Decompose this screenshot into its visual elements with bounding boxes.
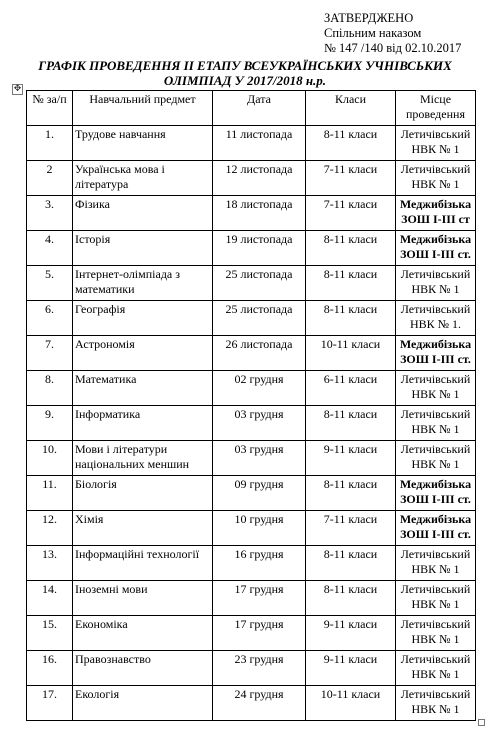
row-classes: 8-11 класи: [306, 406, 396, 441]
row-number: 9.: [27, 406, 73, 441]
row-number: 3.: [27, 196, 73, 231]
row-number: 12.: [27, 511, 73, 546]
row-classes: 7-11 класи: [306, 511, 396, 546]
table-row: [27, 266, 476, 301]
row-place: Летичівський НВК № 1: [396, 371, 476, 406]
row-subject: Правознавство: [73, 651, 213, 686]
row-classes: 8-11 класи: [306, 126, 396, 161]
row-place: Меджибізька ЗОШ І-ІІІ ст.: [396, 336, 476, 371]
row-number: 2: [27, 161, 73, 196]
row-subject: Мови і літератури національних меншин: [73, 441, 213, 476]
row-place: Меджибізька ЗОШ І-ІІІ ст.: [396, 476, 476, 511]
row-place: Летичівський НВК № 1: [396, 161, 476, 196]
row-date: 16 грудня: [213, 546, 306, 581]
row-number: 11.: [27, 476, 73, 511]
row-subject: Українська мова і література: [73, 161, 213, 196]
header-subject: Навчальний предмет: [73, 91, 213, 126]
row-place: Летичівський НВК № 1: [396, 126, 476, 161]
row-classes: 8-11 класи: [306, 476, 396, 511]
row-subject: Фізика: [73, 196, 213, 231]
table-row: [27, 126, 476, 161]
row-date: 17 грудня: [213, 616, 306, 651]
row-place: Летичівський НВК № 1: [396, 651, 476, 686]
row-number: 14.: [27, 581, 73, 616]
table-resize-handle[interactable]: [478, 719, 485, 726]
header-date: Дата: [213, 91, 306, 126]
row-number: 7.: [27, 336, 73, 371]
row-date: 03 грудня: [213, 441, 306, 476]
row-place: Меджибізька ЗОШ І-ІІІ ст.: [396, 231, 476, 266]
table-move-handle-icon[interactable]: ✥: [13, 84, 22, 94]
row-number: 8.: [27, 371, 73, 406]
row-classes: 9-11 класи: [306, 651, 396, 686]
row-classes: 7-11 класи: [306, 196, 396, 231]
table-row: [27, 231, 476, 266]
row-date: 26 листопада: [213, 336, 306, 371]
row-classes: 7-11 класи: [306, 161, 396, 196]
row-place: Летичівський НВК № 1: [396, 616, 476, 651]
row-place: Летичівський НВК № 1: [396, 546, 476, 581]
header-classes: Класи: [306, 91, 396, 126]
table-row: [27, 616, 476, 651]
row-subject: Економіка: [73, 616, 213, 651]
row-classes: 8-11 класи: [306, 581, 396, 616]
row-subject: Математика: [73, 371, 213, 406]
table-row: [27, 196, 476, 231]
row-date: 23 грудня: [213, 651, 306, 686]
row-date: 17 грудня: [213, 581, 306, 616]
row-date: 19 листопада: [213, 231, 306, 266]
row-place: Летичівський НВК № 1: [396, 406, 476, 441]
table-row: [27, 441, 476, 476]
row-classes: 8-11 класи: [306, 266, 396, 301]
row-number: 10.: [27, 441, 73, 476]
schedule-table: [26, 90, 476, 721]
row-classes: 10-11 класи: [306, 686, 396, 721]
row-subject: Інформатика: [73, 406, 213, 441]
row-date: 25 листопада: [213, 301, 306, 336]
row-date: 25 листопада: [213, 266, 306, 301]
row-number: 16.: [27, 651, 73, 686]
approval-title: ЗАТВЕРДЖЕНО: [324, 11, 414, 25]
row-subject: Інформаційні технології: [73, 546, 213, 581]
row-classes: 10-11 класи: [306, 336, 396, 371]
row-place: Летичівський НВК № 1: [396, 441, 476, 476]
table-row: [27, 371, 476, 406]
row-classes: 9-11 класи: [306, 616, 396, 651]
row-date: 12 листопада: [213, 161, 306, 196]
table-row: [27, 301, 476, 336]
title-line-2: ОЛІМПІАД У 2017/2018 н.р.: [163, 73, 327, 88]
row-subject: Інтернет-олімпіада з математики: [73, 266, 213, 301]
table-row: [27, 546, 476, 581]
row-subject: Астрономія: [73, 336, 213, 371]
row-number: 13.: [27, 546, 73, 581]
row-number: 1.: [27, 126, 73, 161]
row-number: 4.: [27, 231, 73, 266]
row-date: 11 листопада: [213, 126, 306, 161]
row-subject: Історія: [73, 231, 213, 266]
row-subject: Біологія: [73, 476, 213, 511]
table-row: [27, 476, 476, 511]
row-classes: 8-11 класи: [306, 231, 396, 266]
row-classes: 8-11 класи: [306, 301, 396, 336]
row-date: 02 грудня: [213, 371, 306, 406]
row-date: 10 грудня: [213, 511, 306, 546]
row-number: 6.: [27, 301, 73, 336]
approval-order-number: № 147 /140 від 02.10.2017: [324, 41, 462, 55]
row-date: 18 листопада: [213, 196, 306, 231]
row-number: 5.: [27, 266, 73, 301]
row-date: 09 грудня: [213, 476, 306, 511]
table-row: [27, 161, 476, 196]
table-row: [27, 336, 476, 371]
row-subject: Екологія: [73, 686, 213, 721]
row-subject: Географія: [73, 301, 213, 336]
row-place: Летичівський НВК № 1: [396, 686, 476, 721]
row-subject: Хімія: [73, 511, 213, 546]
document-title: [30, 58, 460, 88]
header-place: Місце проведення: [396, 91, 476, 126]
row-place: Летичівський НВК № 1: [396, 581, 476, 616]
row-date: 03 грудня: [213, 406, 306, 441]
title-line-1: ГРАФІК ПРОВЕДЕННЯ ІІ ЕТАПУ ВСЕУКРАЇНСЬКИХ УЧНІВСЬКИХ: [38, 58, 452, 73]
table-row: [27, 686, 476, 721]
row-number: 15.: [27, 616, 73, 651]
approval-stamp: [324, 11, 461, 56]
row-place: Меджибізька ЗОШ І-ІІІ ст: [396, 196, 476, 231]
table-row: [27, 511, 476, 546]
table-row: [27, 581, 476, 616]
row-place: Летичівський НВК № 1.: [396, 301, 476, 336]
row-date: 24 грудня: [213, 686, 306, 721]
header-number: № за/п: [27, 91, 73, 126]
table-header-row: [27, 91, 476, 126]
row-place: Летичівський НВК № 1: [396, 266, 476, 301]
row-subject: Іноземні мови: [73, 581, 213, 616]
table-row: [27, 406, 476, 441]
row-place: Меджибізька ЗОШ І-ІІІ ст.: [396, 511, 476, 546]
row-subject: Трудове навчання: [73, 126, 213, 161]
row-classes: 6-11 класи: [306, 371, 396, 406]
row-number: 17.: [27, 686, 73, 721]
table-row: [27, 651, 476, 686]
row-classes: 8-11 класи: [306, 546, 396, 581]
approval-order: Спільним наказом: [324, 26, 422, 40]
row-classes: 9-11 класи: [306, 441, 396, 476]
